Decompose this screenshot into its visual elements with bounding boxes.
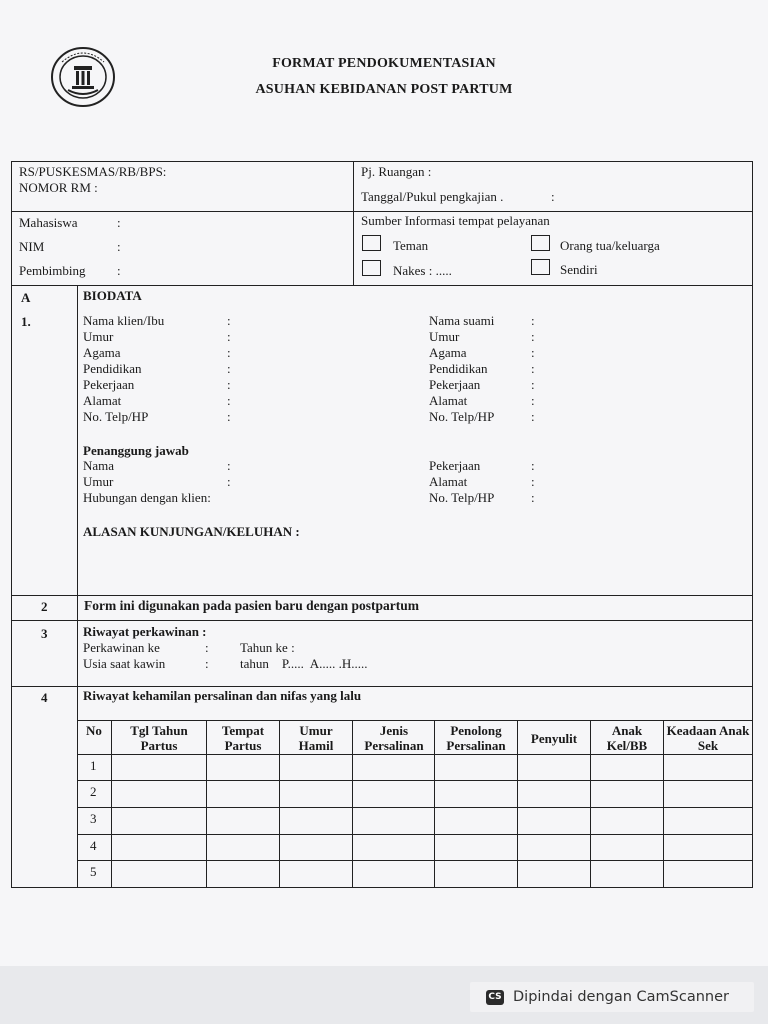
usia-kawin-detail: tahun P..... A..... .H.....	[240, 656, 368, 671]
penanggung-jawab-heading: Penanggung jawab	[83, 443, 189, 458]
divider	[279, 720, 280, 888]
divider	[11, 285, 753, 286]
colon: :	[227, 393, 231, 408]
divider	[11, 620, 753, 621]
colon: :	[531, 345, 535, 360]
column-header-umur-hamil: Umur Hamil	[298, 723, 334, 753]
pj-nama: Nama	[83, 458, 115, 473]
pembimbing-label: Pembimbing	[19, 263, 86, 278]
colon: :	[531, 458, 535, 473]
colon: :	[205, 656, 209, 671]
divider	[434, 720, 435, 888]
alasan-kunjungan-label: ALASAN KUNJUNGAN/KELUHAN :	[83, 524, 300, 539]
colon: :	[531, 361, 535, 376]
pj-pekerjaan: Pekerjaan	[429, 458, 481, 473]
field-agama: Agama	[83, 345, 121, 360]
nomor-rm-label: NOMOR RM :	[19, 180, 98, 195]
sumber-informasi-label: Sumber Informasi tempat pelayanan	[361, 213, 550, 228]
colon: :	[227, 409, 231, 424]
divider	[77, 754, 753, 755]
divider	[77, 834, 753, 835]
row-number: 5	[90, 864, 97, 879]
section-1-number: 1.	[21, 314, 31, 329]
checkbox-nakes[interactable]	[362, 260, 381, 276]
field-telp: No. Telp/HP	[83, 409, 149, 424]
section-a-letter: A	[21, 290, 31, 305]
form-title-line1: FORMAT PENDOKUMENTASIAN	[272, 56, 496, 71]
divider	[590, 720, 591, 888]
mahasiswa-label: Mahasiswa	[19, 215, 78, 230]
checkbox-orang-tua[interactable]	[531, 235, 550, 251]
field-pekerjaan: Pekerjaan	[83, 377, 135, 392]
divider	[111, 720, 112, 888]
field-nama-suami: Nama suami	[429, 313, 495, 328]
column-header-jenis-persalinan: Jenis Persalinan	[364, 723, 424, 753]
divider	[11, 211, 753, 212]
rs-label: RS/PUSKESMAS/RB/BPS:	[19, 164, 167, 179]
field-pekerjaan-suami: Pekerjaan	[429, 377, 481, 392]
usia-kawin-label: Usia saat kawin	[83, 656, 166, 671]
colon: :	[531, 329, 535, 344]
colon: :	[531, 313, 535, 328]
colon: :	[117, 263, 121, 278]
option-sendiri-label: Sendiri	[560, 262, 598, 277]
pj-ruangan-label: Pj. Ruangan :	[361, 164, 432, 179]
column-header-penyulit: Penyulit	[530, 731, 578, 746]
biodata-heading: BIODATA	[83, 288, 142, 303]
pj-alamat: Alamat	[429, 474, 468, 489]
field-pendidikan-suami: Pendidikan	[429, 361, 488, 376]
divider	[11, 686, 753, 687]
divider	[77, 780, 753, 781]
colon: :	[227, 474, 231, 489]
colon: :	[117, 239, 121, 254]
colon: :	[531, 490, 535, 505]
row-number: 1	[90, 758, 97, 773]
column-header-anak-kel-bb: Anak Kel/BB	[606, 723, 648, 753]
field-umur: Umur	[83, 329, 114, 344]
row-number: 2	[90, 784, 97, 799]
divider	[77, 860, 753, 861]
camscanner-watermark	[470, 982, 754, 1012]
section-2-text: Form ini digunakan pada pasien baru dengan postpartum	[84, 598, 419, 613]
column-header-keadaan-anak: Keadaan Anak Sek	[666, 723, 750, 753]
divider	[352, 720, 353, 888]
nim-label: NIM	[19, 239, 45, 254]
row-number: 4	[90, 838, 97, 853]
colon: :	[531, 393, 535, 408]
colon: :	[227, 458, 231, 473]
option-orang-tua-label: Orang tua/keluarga	[560, 238, 660, 253]
section-4-number: 4	[41, 690, 48, 705]
divider	[206, 720, 207, 888]
divider	[353, 161, 354, 285]
field-alamat: Alamat	[83, 393, 122, 408]
riwayat-kehamilan-heading: Riwayat kehamilan persalinan dan nifas yang lalu	[83, 688, 362, 703]
colon: :	[205, 640, 209, 655]
camscanner-text: Dipindai dengan CamScanner	[513, 989, 730, 1005]
perkawinan-ke-label: Perkawinan ke	[83, 640, 160, 655]
colon: :	[531, 377, 535, 392]
section-3-number: 3	[41, 626, 48, 641]
riwayat-perkawinan-heading: Riwayat perkawinan :	[83, 624, 207, 639]
field-nama-klien: Nama klien/Ibu	[83, 313, 165, 328]
field-agama-suami: Agama	[429, 345, 467, 360]
option-teman-label: Teman	[393, 238, 429, 253]
colon: :	[227, 361, 231, 376]
colon: :	[531, 474, 535, 489]
field-telp-suami: No. Telp/HP	[429, 409, 495, 424]
tanggal-label: Tanggal/Pukul pengkajian .	[361, 189, 504, 204]
colon: :	[227, 313, 231, 328]
divider	[663, 720, 664, 888]
divider	[77, 807, 753, 808]
tahun-ke-label: Tahun ke :	[240, 640, 295, 655]
checkbox-sendiri[interactable]	[531, 259, 550, 275]
checkbox-teman[interactable]	[362, 235, 381, 251]
colon: :	[531, 409, 535, 424]
pj-telp: No. Telp/HP	[429, 490, 495, 505]
form-title-line2: ASUHAN KEBIDANAN POST PARTUM	[255, 82, 513, 97]
camscanner-icon: CS	[486, 990, 504, 1005]
field-pendidikan: Pendidikan	[83, 361, 142, 376]
field-umur-suami: Umur	[429, 329, 460, 344]
colon: :	[227, 345, 231, 360]
tanggal-colon: :	[551, 189, 555, 204]
colon: :	[227, 377, 231, 392]
column-header-no: No	[86, 723, 102, 738]
colon: :	[227, 329, 231, 344]
divider	[77, 720, 753, 721]
pj-umur: Umur	[83, 474, 114, 489]
section-2-number: 2	[41, 599, 48, 614]
column-header-tgl-tahun-partus: Tgl Tahun Partus	[130, 723, 188, 753]
divider	[77, 285, 78, 888]
option-nakes-label: Nakes : .....	[393, 263, 452, 278]
pj-hubungan: Hubungan dengan klien:	[83, 490, 211, 505]
column-header-tempat-partus: Tempat Partus	[221, 723, 265, 753]
divider	[11, 595, 753, 596]
colon: :	[117, 215, 121, 230]
field-alamat-suami: Alamat	[429, 393, 468, 408]
row-number: 3	[90, 811, 97, 826]
column-header-penolong-persalinan: Penolong Persalinan	[446, 723, 506, 753]
